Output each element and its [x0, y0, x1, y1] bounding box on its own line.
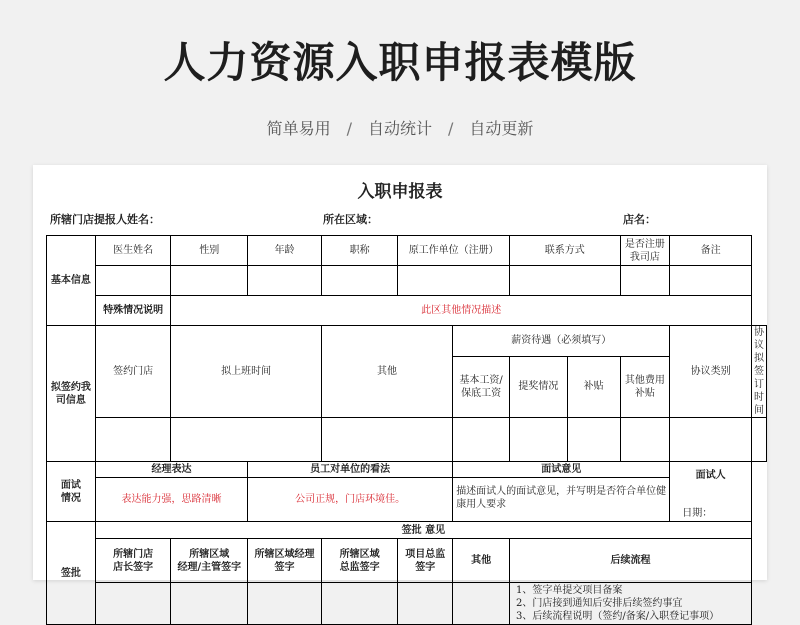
- col-age: 年龄: [248, 236, 322, 266]
- form-title: 入职申报表: [357, 182, 443, 202]
- interviewer-label: 面试人: [695, 470, 726, 481]
- input-allowance[interactable]: [567, 418, 620, 462]
- col-bonus: 提奖情况: [509, 356, 567, 417]
- sign-project-director[interactable]: [398, 583, 453, 625]
- input-bonus[interactable]: [509, 418, 567, 462]
- input-remark[interactable]: [670, 266, 752, 296]
- approval-group-header: 签批 意见: [95, 522, 751, 539]
- col-approval-other: 其他: [453, 539, 510, 583]
- col-region-supervisor-sign: [171, 539, 248, 583]
- region-director-line-1: 所辖区域: [339, 548, 380, 560]
- col-sign-store: 签约门店: [95, 326, 171, 418]
- region-manager-line-1: 所辖区域经理: [254, 548, 315, 560]
- region-label: 所在区域：: [323, 213, 378, 226]
- interview-date-label: 日期：: [682, 508, 713, 519]
- input-title[interactable]: [321, 266, 398, 296]
- interview-section-line-1: 面试: [60, 479, 81, 491]
- store-manager-line-2: 店长签字: [113, 561, 154, 573]
- col-registered: [620, 236, 670, 266]
- input-agreement-type[interactable]: [670, 418, 752, 462]
- subtitle-separator: /: [346, 119, 352, 138]
- sign-region-manager[interactable]: [248, 583, 322, 625]
- special-situation-label: 特殊情况说明: [95, 296, 171, 326]
- store-reporter-label: 所辖门店提报人姓名：: [50, 213, 160, 226]
- process-step: 1、签字单提交项目备案: [515, 585, 623, 596]
- staff-opinion-label: 员工对单位的看法: [248, 462, 453, 478]
- interview-section: [47, 462, 96, 522]
- interviewer-cell[interactable]: [670, 462, 752, 522]
- store-manager-line-1: 所辖门店: [113, 548, 154, 560]
- subtitle-item-auto-stats: 自动统计: [367, 119, 432, 138]
- entry-form-table: [46, 235, 767, 625]
- col-doctor-name: 医生姓名: [95, 236, 171, 266]
- col-remark: 备注: [670, 236, 752, 266]
- col-region-manager-sign: [248, 539, 322, 583]
- input-age[interactable]: [248, 266, 322, 296]
- col-start-time: 拟上班时间: [171, 326, 321, 418]
- interview-section-line-2: 情况: [60, 492, 81, 504]
- col-follow-up-process: 后续流程: [509, 539, 751, 583]
- col-base-salary: [453, 356, 510, 417]
- input-other-allowance[interactable]: [620, 418, 670, 462]
- col-contact: 联系方式: [509, 236, 620, 266]
- form-sheet: [33, 165, 767, 622]
- col-other: 其他: [321, 326, 452, 418]
- col-region-director-sign: [321, 539, 398, 583]
- manager-expression-value[interactable]: 表达能力强，思路清晰: [95, 478, 247, 522]
- store-name-label: 店名：: [623, 213, 656, 226]
- col-title: 职称: [321, 236, 398, 266]
- col-gender: 性别: [171, 236, 248, 266]
- col-store-manager-sign: [95, 539, 171, 583]
- sign-approval-other[interactable]: [453, 583, 510, 625]
- subtitle-item-easy: 简单易用: [266, 119, 331, 138]
- contract-info-section: [47, 326, 96, 462]
- base-salary-line-1: 基本工资/: [459, 374, 503, 386]
- col-agreement-type: 协议类别: [670, 326, 752, 418]
- input-gender[interactable]: [171, 266, 248, 296]
- registered-line-2: 我司店: [629, 251, 660, 263]
- input-base-salary[interactable]: [453, 418, 510, 462]
- other-allowance-line-1: 其他费用: [624, 374, 665, 386]
- input-start-time[interactable]: [171, 418, 321, 462]
- col-allowance: 补贴: [567, 356, 620, 417]
- input-sign-store[interactable]: [95, 418, 171, 462]
- sign-region-director[interactable]: [321, 583, 398, 625]
- input-other[interactable]: [321, 418, 452, 462]
- subtitle: [0, 116, 800, 139]
- project-director-line-1: 项目总监: [405, 548, 446, 560]
- subtitle-item-auto-update: 自动更新: [469, 119, 534, 138]
- follow-up-process-list: [509, 583, 751, 625]
- process-step: 2、门店接到通知后安排后续签约事宜: [515, 598, 683, 609]
- basic-info-section: 基本信息: [47, 236, 96, 326]
- manager-expression-label: 经理表达: [95, 462, 247, 478]
- sign-store-manager[interactable]: [95, 583, 171, 625]
- input-doctor-name[interactable]: [95, 266, 171, 296]
- col-former-employer: 原工作单位（注册）: [398, 236, 510, 266]
- region-manager-line-2: 签字: [274, 561, 295, 573]
- special-situation-value[interactable]: 此区其他情况描述: [171, 296, 752, 326]
- registered-line-1: 是否注册: [624, 238, 665, 250]
- input-agreement-sign-time[interactable]: [752, 418, 767, 462]
- base-salary-line-2: 保底工资: [461, 387, 502, 399]
- region-director-line-2: 总监签字: [339, 561, 380, 573]
- contract-section-line-1: 拟签约我: [50, 381, 91, 393]
- col-project-director-sign: [398, 539, 453, 583]
- region-supervisor-line-2: 经理/主管签字: [177, 561, 242, 573]
- contract-section-line-2: 司信息: [55, 394, 86, 406]
- region-supervisor-line-1: 所辖区域: [189, 548, 230, 560]
- subtitle-separator: /: [448, 119, 454, 138]
- staff-opinion-value[interactable]: 公司正规，门店环境佳。: [248, 478, 453, 522]
- sign-region-supervisor[interactable]: [171, 583, 248, 625]
- approval-section: 签批: [47, 522, 96, 625]
- salary-group-header: 薪资待遇（必须填写）: [453, 326, 670, 357]
- interview-opinion-label: 面试意见: [453, 462, 670, 478]
- other-allowance-line-2: 补贴: [634, 387, 655, 399]
- interview-opinion-value[interactable]: 描述面试人的面试意见，并写明是否符合单位健康用人要求: [453, 478, 670, 522]
- input-contact[interactable]: [509, 266, 620, 296]
- input-registered[interactable]: [620, 266, 670, 296]
- project-director-line-2: 签字: [415, 561, 436, 573]
- col-other-allowance: [620, 356, 670, 417]
- input-former-employer[interactable]: [398, 266, 510, 296]
- col-agreement-sign-time: 协议拟签订时间: [752, 326, 767, 418]
- page-title: 人力资源入职申报表模版: [163, 38, 637, 87]
- process-step: 3、后续流程说明（签约/备案/入职登记事项）: [515, 611, 720, 622]
